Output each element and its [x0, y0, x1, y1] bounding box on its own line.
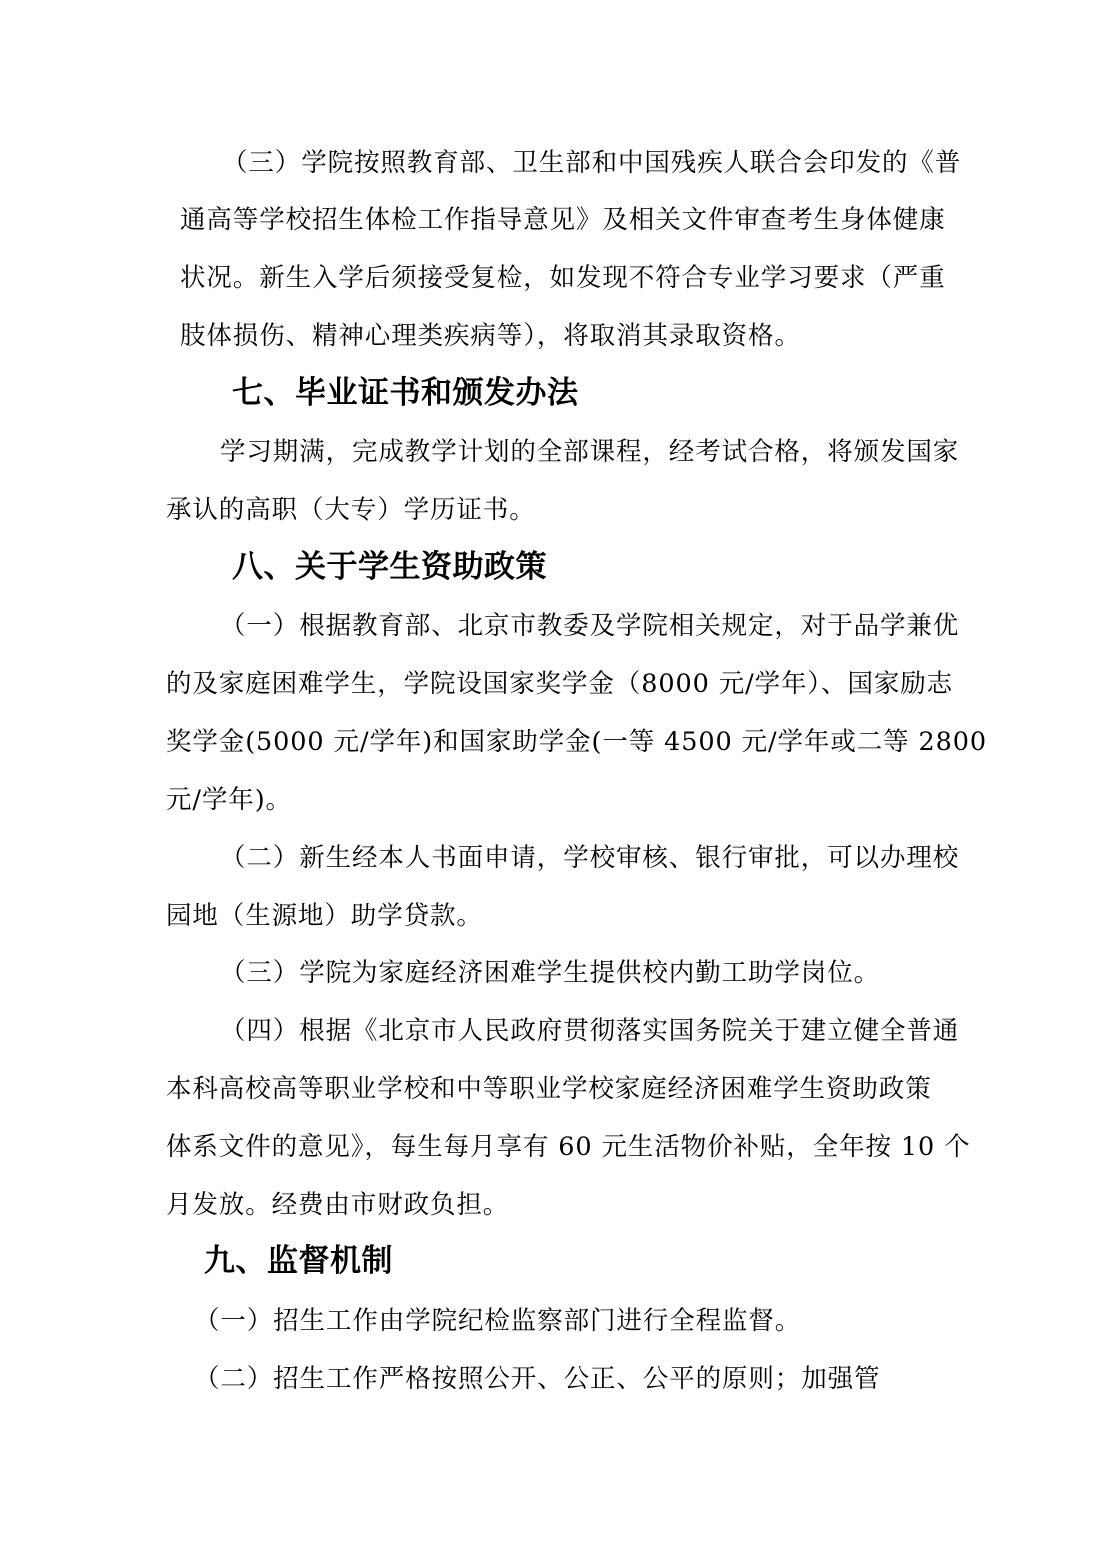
paragraph-line: （三）学院为家庭经济困难学生提供校内勤工助学岗位。 — [220, 958, 881, 988]
paragraph-line: 学习期满，完成教学计划的全部课程，经考试合格，将颁发国家 — [220, 437, 960, 467]
section-heading-graduation: 七、毕业证书和颁发办法 — [232, 375, 579, 411]
paragraph-line: 体系文件的意见》，每生每月享有 60 元生活物价补贴，全年按 10 个 — [166, 1132, 971, 1162]
paragraph-line: 奖学金(5000 元/学年)和国家助学金(一等 4500 元/学年或二等 2800 — [166, 727, 988, 757]
paragraph-line: 承认的高职（大专）学历证书。 — [166, 495, 536, 525]
paragraph-line: （三）学院按照教育部、卫生部和中国残疾人联合会印发的《普 — [222, 148, 962, 178]
section-heading-financial-aid: 八、关于学生资助政策 — [232, 549, 547, 585]
paragraph-line: （二）新生经本人书面申请，学校审核、银行审批，可以办理校 — [220, 843, 960, 873]
paragraph-line: （四）根据《北京市人民政府贯彻落实国务院关于建立健全普通 — [220, 1016, 960, 1046]
paragraph-line: 本科高校高等职业学校和中等职业学校家庭经济困难学生资助政策 — [166, 1074, 932, 1104]
paragraph-line: （二）招生工作严格按照公开、公正、公平的原则；加强管 — [194, 1364, 881, 1394]
paragraph-line: 园地（生源地）助学贷款。 — [166, 901, 483, 931]
section-heading-supervision: 九、监督机制 — [204, 1243, 393, 1279]
paragraph-line: 元/学年)。 — [166, 785, 292, 815]
paragraph-line: （一）招生工作由学院纪检监察部门进行全程监督。 — [194, 1306, 802, 1336]
paragraph-line: 月发放。经费由市财政负担。 — [166, 1190, 510, 1220]
paragraph-line: 通高等学校招生体检工作指导意见》及相关文件审查考生身体健康 — [180, 205, 946, 235]
paragraph-line: 状况。新生入学后须接受复检，如发现不符合专业学习要求（严重 — [180, 263, 946, 293]
paragraph-line: 肢体损伤、精神心理类疾病等），将取消其录取资格。 — [180, 321, 801, 351]
paragraph-line: 的及家庭困难学生，学院设国家奖学金（8000 元/学年）、国家励志 — [166, 669, 954, 699]
paragraph-line: （一）根据教育部、北京市教委及学院相关规定，对于品学兼优 — [220, 611, 960, 641]
